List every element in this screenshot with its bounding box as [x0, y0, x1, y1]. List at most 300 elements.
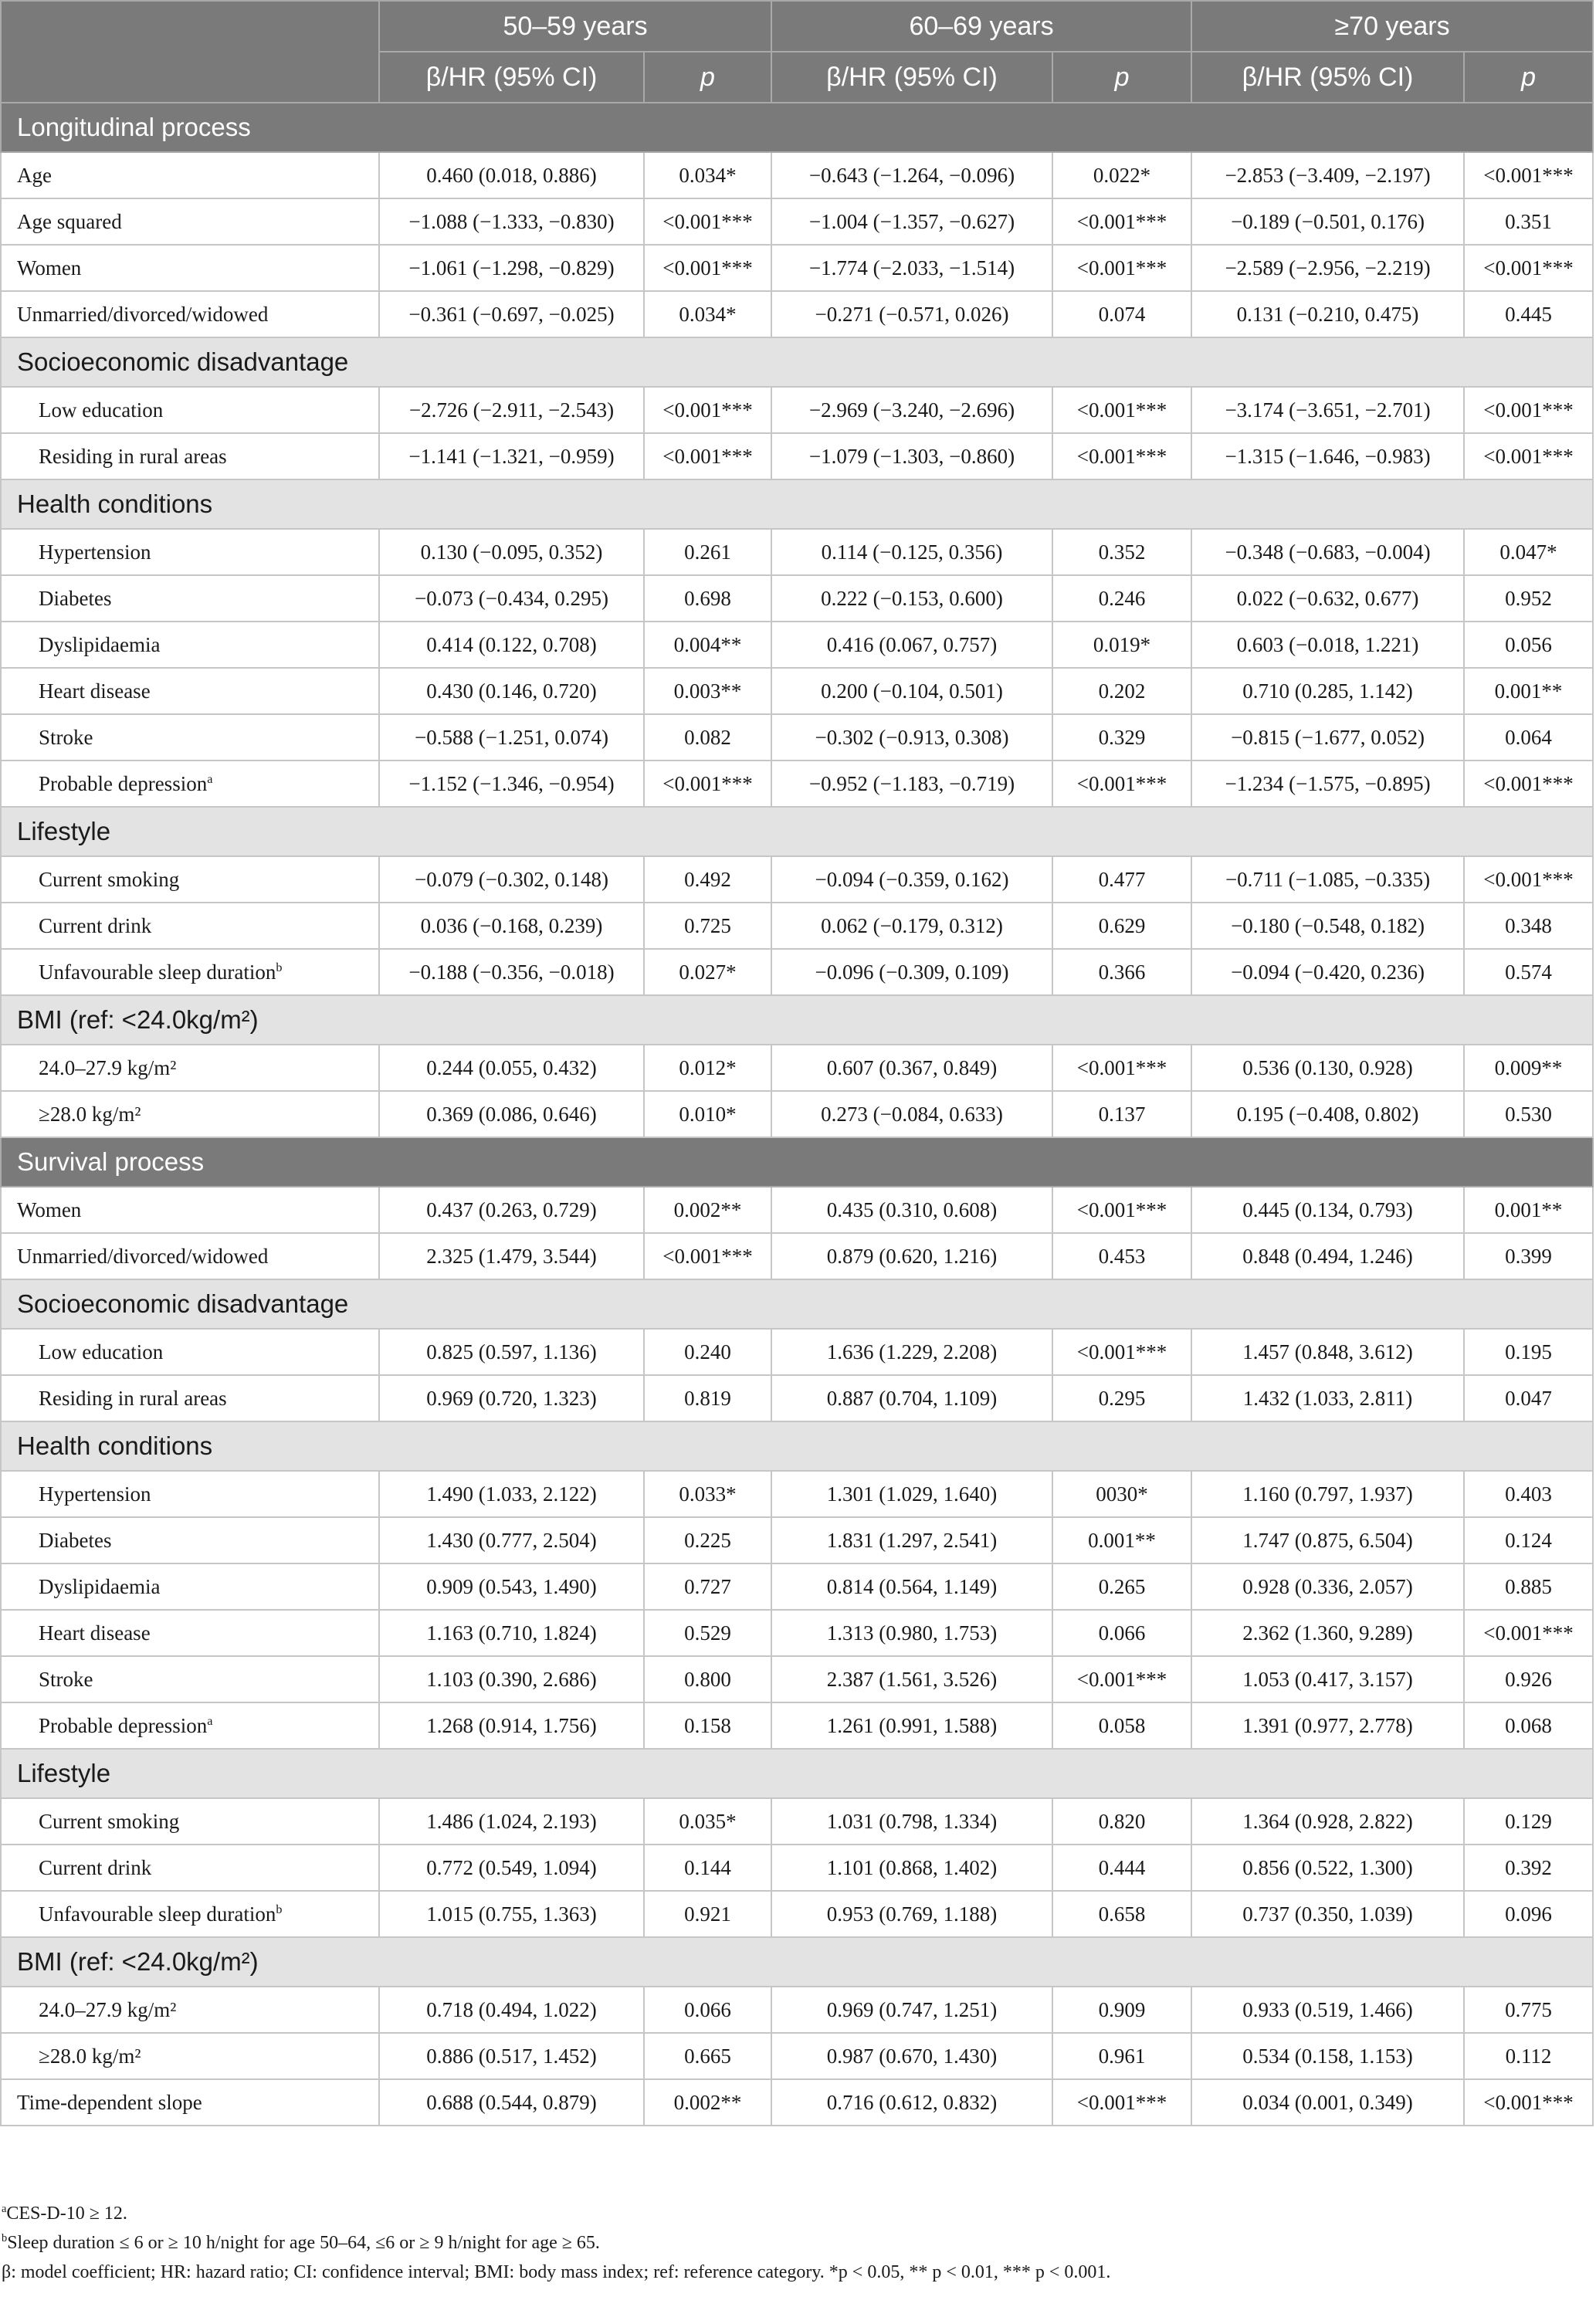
cell-estimate-50-59: 0.369 (0.086, 0.646) — [379, 1091, 644, 1137]
table-row — [1, 903, 1593, 949]
table-row — [1, 1329, 1593, 1375]
cell-p-50-59: 0.261 — [644, 529, 771, 575]
cell-estimate-70-plus: −1.234 (−1.575, −0.895) — [1191, 761, 1464, 807]
cell-p-50-59: 0.492 — [644, 856, 771, 903]
cell-estimate-60-69: −0.952 (−1.183, −0.719) — [771, 761, 1052, 807]
row-label-text: ≥28.0 kg/m² — [39, 2044, 141, 2068]
cell-p-50-59: 0.082 — [644, 714, 771, 761]
cell-p-60-69: 0.295 — [1052, 1375, 1191, 1421]
table-row — [1, 1891, 1593, 1937]
header-estimate-60-69: β/HR (95% CI) — [771, 52, 1052, 103]
cell-estimate-50-59: −1.141 (−1.321, −0.959) — [379, 433, 644, 479]
row-label — [1, 622, 379, 668]
cell-estimate-60-69: 0.200 (−0.104, 0.501) — [771, 668, 1052, 714]
row-label — [1, 1091, 379, 1137]
row-label — [1, 1656, 379, 1702]
cell-p-70-plus: 0.001** — [1464, 668, 1593, 714]
cell-estimate-60-69: −0.302 (−0.913, 0.308) — [771, 714, 1052, 761]
row-label — [1, 2033, 379, 2079]
cell-p-50-59: 0.034* — [644, 291, 771, 337]
table-row — [1, 856, 1593, 903]
cell-estimate-50-59: 2.325 (1.479, 3.544) — [379, 1233, 644, 1279]
footnote-a-mark: a — [2, 2203, 7, 2215]
table-row — [1, 1610, 1593, 1656]
cell-p-60-69: 0.444 — [1052, 1845, 1191, 1891]
cell-p-70-plus: 0.348 — [1464, 903, 1593, 949]
row-label-text: Stroke — [39, 1667, 93, 1691]
cell-p-50-59: 0.158 — [644, 1702, 771, 1749]
row-label-text: Hypertension — [39, 540, 151, 564]
cell-estimate-60-69: 1.031 (0.798, 1.334) — [771, 1798, 1052, 1845]
cell-estimate-50-59: −0.188 (−0.356, −0.018) — [379, 949, 644, 995]
cell-p-50-59: 0.698 — [644, 575, 771, 622]
header-p-70-plus: p — [1464, 52, 1593, 103]
cell-estimate-70-plus: −0.094 (−0.420, 0.236) — [1191, 949, 1464, 995]
cell-p-70-plus: 0.001** — [1464, 1187, 1593, 1233]
cell-estimate-60-69: 1.301 (1.029, 1.640) — [771, 1471, 1052, 1517]
cell-estimate-50-59: 1.486 (1.024, 2.193) — [379, 1798, 644, 1845]
cell-p-50-59: 0.725 — [644, 903, 771, 949]
cell-estimate-70-plus: 0.737 (0.350, 1.039) — [1191, 1891, 1464, 1937]
row-label-text: Dyslipidaemia — [39, 1574, 161, 1598]
section-header-row — [1, 479, 1593, 529]
cell-estimate-70-plus: 0.933 (0.519, 1.466) — [1191, 1987, 1464, 2033]
section-header-row — [1, 995, 1593, 1045]
table-row — [1, 575, 1593, 622]
cell-estimate-70-plus: 0.536 (0.130, 0.928) — [1191, 1045, 1464, 1091]
cell-estimate-60-69: 0.814 (0.564, 1.149) — [771, 1563, 1052, 1610]
row-label — [1, 1987, 379, 2033]
footnote-b-mark: b — [2, 2232, 8, 2244]
cell-p-60-69: <0.001*** — [1052, 387, 1191, 433]
cell-p-70-plus: 0.009** — [1464, 1045, 1593, 1091]
table-row — [1, 622, 1593, 668]
cell-estimate-60-69: 1.313 (0.980, 1.753) — [771, 1610, 1052, 1656]
table-row — [1, 1656, 1593, 1702]
table-row — [1, 1563, 1593, 1610]
table-row — [1, 2079, 1593, 2126]
cell-estimate-60-69: 2.387 (1.561, 3.526) — [771, 1656, 1052, 1702]
cell-p-70-plus: 0.064 — [1464, 714, 1593, 761]
cell-p-70-plus: 0.530 — [1464, 1091, 1593, 1137]
cell-estimate-70-plus: 0.034 (0.001, 0.349) — [1191, 2079, 1464, 2126]
cell-estimate-70-plus: −2.589 (−2.956, −2.219) — [1191, 245, 1464, 291]
cell-estimate-70-plus: 0.603 (−0.018, 1.221) — [1191, 622, 1464, 668]
cell-p-70-plus: 0.399 — [1464, 1233, 1593, 1279]
cell-p-70-plus: 0.392 — [1464, 1845, 1593, 1891]
section-header-row — [1, 1279, 1593, 1329]
row-label-text: Time-dependent slope — [17, 2090, 202, 2114]
row-label — [1, 1471, 379, 1517]
cell-estimate-70-plus: 0.710 (0.285, 1.142) — [1191, 668, 1464, 714]
header-estimate-70-plus: β/HR (95% CI) — [1191, 52, 1464, 103]
cell-p-70-plus: 0.124 — [1464, 1517, 1593, 1563]
cell-estimate-50-59: 0.437 (0.263, 0.729) — [379, 1187, 644, 1233]
cell-p-60-69: <0.001*** — [1052, 433, 1191, 479]
cell-p-50-59: 0.034* — [644, 152, 771, 198]
section-title: Longitudinal process — [1, 103, 1593, 152]
row-label — [1, 245, 379, 291]
section-header-row — [1, 103, 1593, 152]
table-row — [1, 198, 1593, 245]
cell-p-60-69: 0.022* — [1052, 152, 1191, 198]
cell-estimate-50-59: 1.490 (1.033, 2.122) — [379, 1471, 644, 1517]
cell-estimate-50-59: −0.079 (−0.302, 0.148) — [379, 856, 644, 903]
cell-estimate-50-59: −0.361 (−0.697, −0.025) — [379, 291, 644, 337]
cell-p-70-plus: 0.952 — [1464, 575, 1593, 622]
section-header-row — [1, 337, 1593, 387]
section-title: Survival process — [1, 1137, 1593, 1187]
row-label — [1, 198, 379, 245]
row-label — [1, 387, 379, 433]
cell-p-60-69: 0.058 — [1052, 1702, 1191, 1749]
cell-estimate-50-59: 0.430 (0.146, 0.720) — [379, 668, 644, 714]
cell-p-70-plus: 0.926 — [1464, 1656, 1593, 1702]
cell-p-60-69: 0.820 — [1052, 1798, 1191, 1845]
row-label — [1, 1187, 379, 1233]
row-label — [1, 1517, 379, 1563]
table-row — [1, 1845, 1593, 1891]
row-label-text: ≥28.0 kg/m² — [39, 1102, 141, 1126]
row-label — [1, 856, 379, 903]
footnote-a-text: CES-D-10 ≥ 12. — [6, 2204, 127, 2224]
cell-p-50-59: 0.002** — [644, 2079, 771, 2126]
table-row — [1, 1471, 1593, 1517]
cell-p-70-plus: 0.445 — [1464, 291, 1593, 337]
row-label-text: Diabetes — [39, 586, 112, 610]
header-p-50-59: p — [644, 52, 771, 103]
cell-p-70-plus: 0.056 — [1464, 622, 1593, 668]
cell-p-60-69: 0030* — [1052, 1471, 1191, 1517]
cell-p-70-plus: <0.001*** — [1464, 152, 1593, 198]
cell-estimate-60-69: −0.096 (−0.309, 0.109) — [771, 949, 1052, 995]
row-label — [1, 903, 379, 949]
cell-p-70-plus: 0.129 — [1464, 1798, 1593, 1845]
cell-p-60-69: 0.961 — [1052, 2033, 1191, 2079]
cell-estimate-70-plus: 1.160 (0.797, 1.937) — [1191, 1471, 1464, 1517]
cell-p-50-59: 0.035* — [644, 1798, 771, 1845]
cell-p-60-69: 0.202 — [1052, 668, 1191, 714]
cell-estimate-60-69: 0.273 (−0.084, 0.633) — [771, 1091, 1052, 1137]
row-label-text: Probable depression — [39, 1713, 208, 1737]
row-label — [1, 1329, 379, 1375]
row-label-text: Women — [17, 1198, 82, 1221]
cell-estimate-60-69: −0.643 (−1.264, −0.096) — [771, 152, 1052, 198]
cell-estimate-50-59: 0.886 (0.517, 1.452) — [379, 2033, 644, 2079]
table-row — [1, 1233, 1593, 1279]
cell-estimate-50-59: 0.969 (0.720, 1.323) — [379, 1375, 644, 1421]
cell-estimate-70-plus: 0.131 (−0.210, 0.475) — [1191, 291, 1464, 337]
cell-p-70-plus: <0.001*** — [1464, 387, 1593, 433]
cell-p-60-69: 0.329 — [1052, 714, 1191, 761]
section-title: Socioeconomic disadvantage — [1, 1279, 1593, 1329]
row-label — [1, 1891, 379, 1937]
cell-p-60-69: 0.366 — [1052, 949, 1191, 995]
cell-p-50-59: 0.066 — [644, 1987, 771, 2033]
cell-estimate-50-59: 1.268 (0.914, 1.756) — [379, 1702, 644, 1749]
row-label — [1, 714, 379, 761]
cell-p-70-plus: 0.047* — [1464, 529, 1593, 575]
table-row — [1, 1702, 1593, 1749]
cell-p-50-59: 0.800 — [644, 1656, 771, 1702]
cell-p-60-69: <0.001*** — [1052, 1329, 1191, 1375]
table-row — [1, 761, 1593, 807]
row-label — [1, 291, 379, 337]
cell-estimate-60-69: 0.716 (0.612, 0.832) — [771, 2079, 1052, 2126]
cell-p-70-plus: <0.001*** — [1464, 761, 1593, 807]
row-label-text: Stroke — [39, 725, 93, 749]
cell-estimate-50-59: 0.772 (0.549, 1.094) — [379, 1845, 644, 1891]
row-label — [1, 2079, 379, 2126]
table-row — [1, 245, 1593, 291]
table-row — [1, 152, 1593, 198]
row-label — [1, 1610, 379, 1656]
cell-estimate-50-59: −2.726 (−2.911, −2.543) — [379, 387, 644, 433]
cell-estimate-70-plus: −0.711 (−1.085, −0.335) — [1191, 856, 1464, 903]
cell-estimate-60-69: 1.101 (0.868, 1.402) — [771, 1845, 1052, 1891]
row-label-text: Current drink — [39, 913, 152, 937]
table-body — [1, 103, 1593, 2126]
section-header-row — [1, 1421, 1593, 1471]
cell-p-70-plus: 0.096 — [1464, 1891, 1593, 1937]
cell-p-70-plus: 0.885 — [1464, 1563, 1593, 1610]
cell-p-70-plus: <0.001*** — [1464, 856, 1593, 903]
cell-estimate-50-59: 1.015 (0.755, 1.363) — [379, 1891, 644, 1937]
cell-p-60-69: 0.629 — [1052, 903, 1191, 949]
header-group-60-69: 60–69 years — [771, 1, 1191, 52]
cell-p-70-plus: 0.112 — [1464, 2033, 1593, 2079]
row-label-text: Diabetes — [39, 1528, 112, 1552]
cell-estimate-70-plus: −3.174 (−3.651, −2.701) — [1191, 387, 1464, 433]
cell-p-70-plus: 0.047 — [1464, 1375, 1593, 1421]
cell-p-60-69: 0.019* — [1052, 622, 1191, 668]
section-title: Health conditions — [1, 479, 1593, 529]
row-label-text: Residing in rural areas — [39, 444, 227, 468]
row-label-text: Women — [17, 256, 82, 279]
section-header-row — [1, 1937, 1593, 1987]
header-estimate-50-59: β/HR (95% CI) — [379, 52, 644, 103]
table-footnotes — [0, 2199, 1592, 2287]
cell-estimate-60-69: 0.607 (0.367, 0.849) — [771, 1045, 1052, 1091]
section-header-row — [1, 807, 1593, 856]
cell-estimate-50-59: 0.688 (0.544, 0.879) — [379, 2079, 644, 2126]
row-label — [1, 949, 379, 995]
cell-p-60-69: 0.352 — [1052, 529, 1191, 575]
footnote-marker: b — [276, 960, 283, 974]
cell-estimate-60-69: 0.887 (0.704, 1.109) — [771, 1375, 1052, 1421]
cell-estimate-50-59: 1.163 (0.710, 1.824) — [379, 1610, 644, 1656]
cell-estimate-50-59: 0.244 (0.055, 0.432) — [379, 1045, 644, 1091]
table-row — [1, 1517, 1593, 1563]
cell-p-60-69: <0.001*** — [1052, 1656, 1191, 1702]
row-label-text: 24.0–27.9 kg/m² — [39, 1997, 177, 2021]
cell-estimate-70-plus: 0.928 (0.336, 2.057) — [1191, 1563, 1464, 1610]
row-label-text: Probable depression — [39, 771, 208, 795]
row-label — [1, 433, 379, 479]
row-label-text: Low education — [39, 1340, 164, 1364]
row-label — [1, 1798, 379, 1845]
table-row — [1, 2033, 1593, 2079]
cell-p-70-plus: 0.068 — [1464, 1702, 1593, 1749]
row-label-text: Current smoking — [39, 867, 180, 891]
cell-p-50-59: 0.033* — [644, 1471, 771, 1517]
cell-estimate-70-plus: 0.534 (0.158, 1.153) — [1191, 2033, 1464, 2079]
footnote-a — [0, 2199, 1592, 2228]
cell-estimate-50-59: 0.909 (0.543, 1.490) — [379, 1563, 644, 1610]
table-row — [1, 1091, 1593, 1137]
cell-estimate-60-69: −2.969 (−3.240, −2.696) — [771, 387, 1052, 433]
cell-p-70-plus: 0.195 — [1464, 1329, 1593, 1375]
cell-estimate-70-plus: 0.195 (−0.408, 0.802) — [1191, 1091, 1464, 1137]
cell-p-60-69: 0.453 — [1052, 1233, 1191, 1279]
cell-p-70-plus: <0.001*** — [1464, 433, 1593, 479]
cell-estimate-50-59: −1.061 (−1.298, −0.829) — [379, 245, 644, 291]
row-label-text: Heart disease — [39, 679, 151, 703]
cell-estimate-60-69: 0.969 (0.747, 1.251) — [771, 1987, 1052, 2033]
cell-estimate-70-plus: 1.457 (0.848, 3.612) — [1191, 1329, 1464, 1375]
header-blank-cell — [1, 1, 379, 103]
row-label — [1, 1045, 379, 1091]
row-label-text: Current smoking — [39, 1809, 180, 1833]
cell-estimate-70-plus: −0.815 (−1.677, 0.052) — [1191, 714, 1464, 761]
cell-p-60-69: 0.001** — [1052, 1517, 1191, 1563]
row-label-text: Hypertension — [39, 1482, 151, 1506]
table-row — [1, 1798, 1593, 1845]
cell-p-60-69: <0.001*** — [1052, 1187, 1191, 1233]
table-row — [1, 1375, 1593, 1421]
cell-p-50-59: <0.001*** — [644, 433, 771, 479]
cell-estimate-70-plus: 0.848 (0.494, 1.246) — [1191, 1233, 1464, 1279]
row-label — [1, 1375, 379, 1421]
cell-p-50-59: 0.012* — [644, 1045, 771, 1091]
cell-estimate-50-59: 0.036 (−0.168, 0.239) — [379, 903, 644, 949]
cell-p-50-59: <0.001*** — [644, 387, 771, 433]
table-row — [1, 714, 1593, 761]
cell-estimate-70-plus: 1.364 (0.928, 2.822) — [1191, 1798, 1464, 1845]
cell-estimate-70-plus: 1.747 (0.875, 6.504) — [1191, 1517, 1464, 1563]
section-title: Lifestyle — [1, 1749, 1593, 1798]
row-label-text: Age squared — [17, 209, 122, 233]
row-label-text: Unfavourable sleep duration — [39, 1902, 276, 1926]
cell-p-50-59: 0.003** — [644, 668, 771, 714]
cell-estimate-50-59: −1.088 (−1.333, −0.830) — [379, 198, 644, 245]
cell-estimate-70-plus: 1.432 (1.033, 2.811) — [1191, 1375, 1464, 1421]
cell-p-70-plus: 0.403 — [1464, 1471, 1593, 1517]
cell-estimate-70-plus: 0.856 (0.522, 1.300) — [1191, 1845, 1464, 1891]
section-title: BMI (ref: <24.0kg/m²) — [1, 995, 1593, 1045]
cell-p-50-59: 0.665 — [644, 2033, 771, 2079]
cell-estimate-70-plus: 1.053 (0.417, 3.157) — [1191, 1656, 1464, 1702]
cell-estimate-60-69: −1.079 (−1.303, −0.860) — [771, 433, 1052, 479]
section-header-row — [1, 1749, 1593, 1798]
cell-p-50-59: 0.027* — [644, 949, 771, 995]
cell-estimate-60-69: −1.004 (−1.357, −0.627) — [771, 198, 1052, 245]
table-row — [1, 1987, 1593, 2033]
row-label-text: Dyslipidaemia — [39, 632, 161, 656]
header-p-60-69: p — [1052, 52, 1191, 103]
cell-estimate-60-69: 0.062 (−0.179, 0.312) — [771, 903, 1052, 949]
footnote-marker: a — [207, 771, 213, 786]
section-title: Health conditions — [1, 1421, 1593, 1471]
section-title: BMI (ref: <24.0kg/m²) — [1, 1937, 1593, 1987]
cell-p-50-59: 0.819 — [644, 1375, 771, 1421]
cell-p-50-59: <0.001*** — [644, 198, 771, 245]
cell-p-70-plus: <0.001*** — [1464, 245, 1593, 291]
cell-estimate-70-plus: 2.362 (1.360, 9.289) — [1191, 1610, 1464, 1656]
cell-p-50-59: 0.727 — [644, 1563, 771, 1610]
row-label — [1, 1702, 379, 1749]
cell-p-70-plus: 0.351 — [1464, 198, 1593, 245]
cell-estimate-60-69: 0.987 (0.670, 1.430) — [771, 2033, 1052, 2079]
cell-estimate-60-69: 0.222 (−0.153, 0.600) — [771, 575, 1052, 622]
cell-p-60-69: 0.137 — [1052, 1091, 1191, 1137]
cell-p-60-69: 0.909 — [1052, 1987, 1191, 2033]
cell-estimate-70-plus: −0.180 (−0.548, 0.182) — [1191, 903, 1464, 949]
cell-estimate-50-59: −1.152 (−1.346, −0.954) — [379, 761, 644, 807]
row-label — [1, 1233, 379, 1279]
table-row — [1, 1045, 1593, 1091]
cell-p-50-59: <0.001*** — [644, 245, 771, 291]
cell-estimate-60-69: 1.636 (1.229, 2.208) — [771, 1329, 1052, 1375]
cell-estimate-60-69: 1.831 (1.297, 2.541) — [771, 1517, 1052, 1563]
cell-estimate-60-69: −0.094 (−0.359, 0.162) — [771, 856, 1052, 903]
cell-p-60-69: <0.001*** — [1052, 198, 1191, 245]
cell-estimate-70-plus: 1.391 (0.977, 2.778) — [1191, 1702, 1464, 1749]
section-header-row — [1, 1137, 1593, 1187]
cell-p-60-69: 0.265 — [1052, 1563, 1191, 1610]
footnote-abbreviations: β: model coefficient; HR: hazard ratio; CI: confidence interval; BMI: body mass index; ref: reference category. *p < 0.05, ** p < 0.01, *** p < 0.001. — [2, 2262, 1111, 2282]
footnote-b — [0, 2228, 1592, 2258]
cell-p-60-69: <0.001*** — [1052, 245, 1191, 291]
row-label-text: Unmarried/divorced/widowed — [17, 1244, 269, 1268]
cell-p-60-69: <0.001*** — [1052, 761, 1191, 807]
row-label-text: Heart disease — [39, 1621, 151, 1645]
cell-estimate-70-plus: −0.189 (−0.501, 0.176) — [1191, 198, 1464, 245]
footnote-marker: b — [276, 1902, 283, 1916]
row-label-text: Current drink — [39, 1855, 152, 1879]
cell-estimate-50-59: 0.718 (0.494, 1.022) — [379, 1987, 644, 2033]
table-row — [1, 291, 1593, 337]
table-row — [1, 1187, 1593, 1233]
table-row — [1, 387, 1593, 433]
row-label-text: Unfavourable sleep duration — [39, 960, 276, 984]
table-row — [1, 668, 1593, 714]
row-label — [1, 1845, 379, 1891]
cell-estimate-60-69: 0.879 (0.620, 1.216) — [771, 1233, 1052, 1279]
section-title: Lifestyle — [1, 807, 1593, 856]
table-header — [1, 1, 1593, 103]
row-label-text: 24.0–27.9 kg/m² — [39, 1055, 177, 1079]
cell-estimate-60-69: 1.261 (0.991, 1.588) — [771, 1702, 1052, 1749]
table-row — [1, 949, 1593, 995]
cell-p-70-plus: <0.001*** — [1464, 2079, 1593, 2126]
cell-estimate-50-59: 0.130 (−0.095, 0.352) — [379, 529, 644, 575]
row-label-text: Unmarried/divorced/widowed — [17, 302, 269, 326]
cell-p-70-plus: <0.001*** — [1464, 1610, 1593, 1656]
cell-estimate-50-59: 0.460 (0.018, 0.886) — [379, 152, 644, 198]
cell-p-60-69: <0.001*** — [1052, 2079, 1191, 2126]
header-group-70-plus: ≥70 years — [1191, 1, 1593, 52]
row-label-text: Residing in rural areas — [39, 1386, 227, 1410]
cell-estimate-60-69: 0.953 (0.769, 1.188) — [771, 1891, 1052, 1937]
cell-estimate-60-69: −1.774 (−2.033, −1.514) — [771, 245, 1052, 291]
cell-estimate-70-plus: 0.022 (−0.632, 0.677) — [1191, 575, 1464, 622]
table-row — [1, 529, 1593, 575]
table-row — [1, 433, 1593, 479]
section-title: Socioeconomic disadvantage — [1, 337, 1593, 387]
cell-estimate-60-69: −0.271 (−0.571, 0.026) — [771, 291, 1052, 337]
row-label-text: Age — [17, 163, 52, 187]
